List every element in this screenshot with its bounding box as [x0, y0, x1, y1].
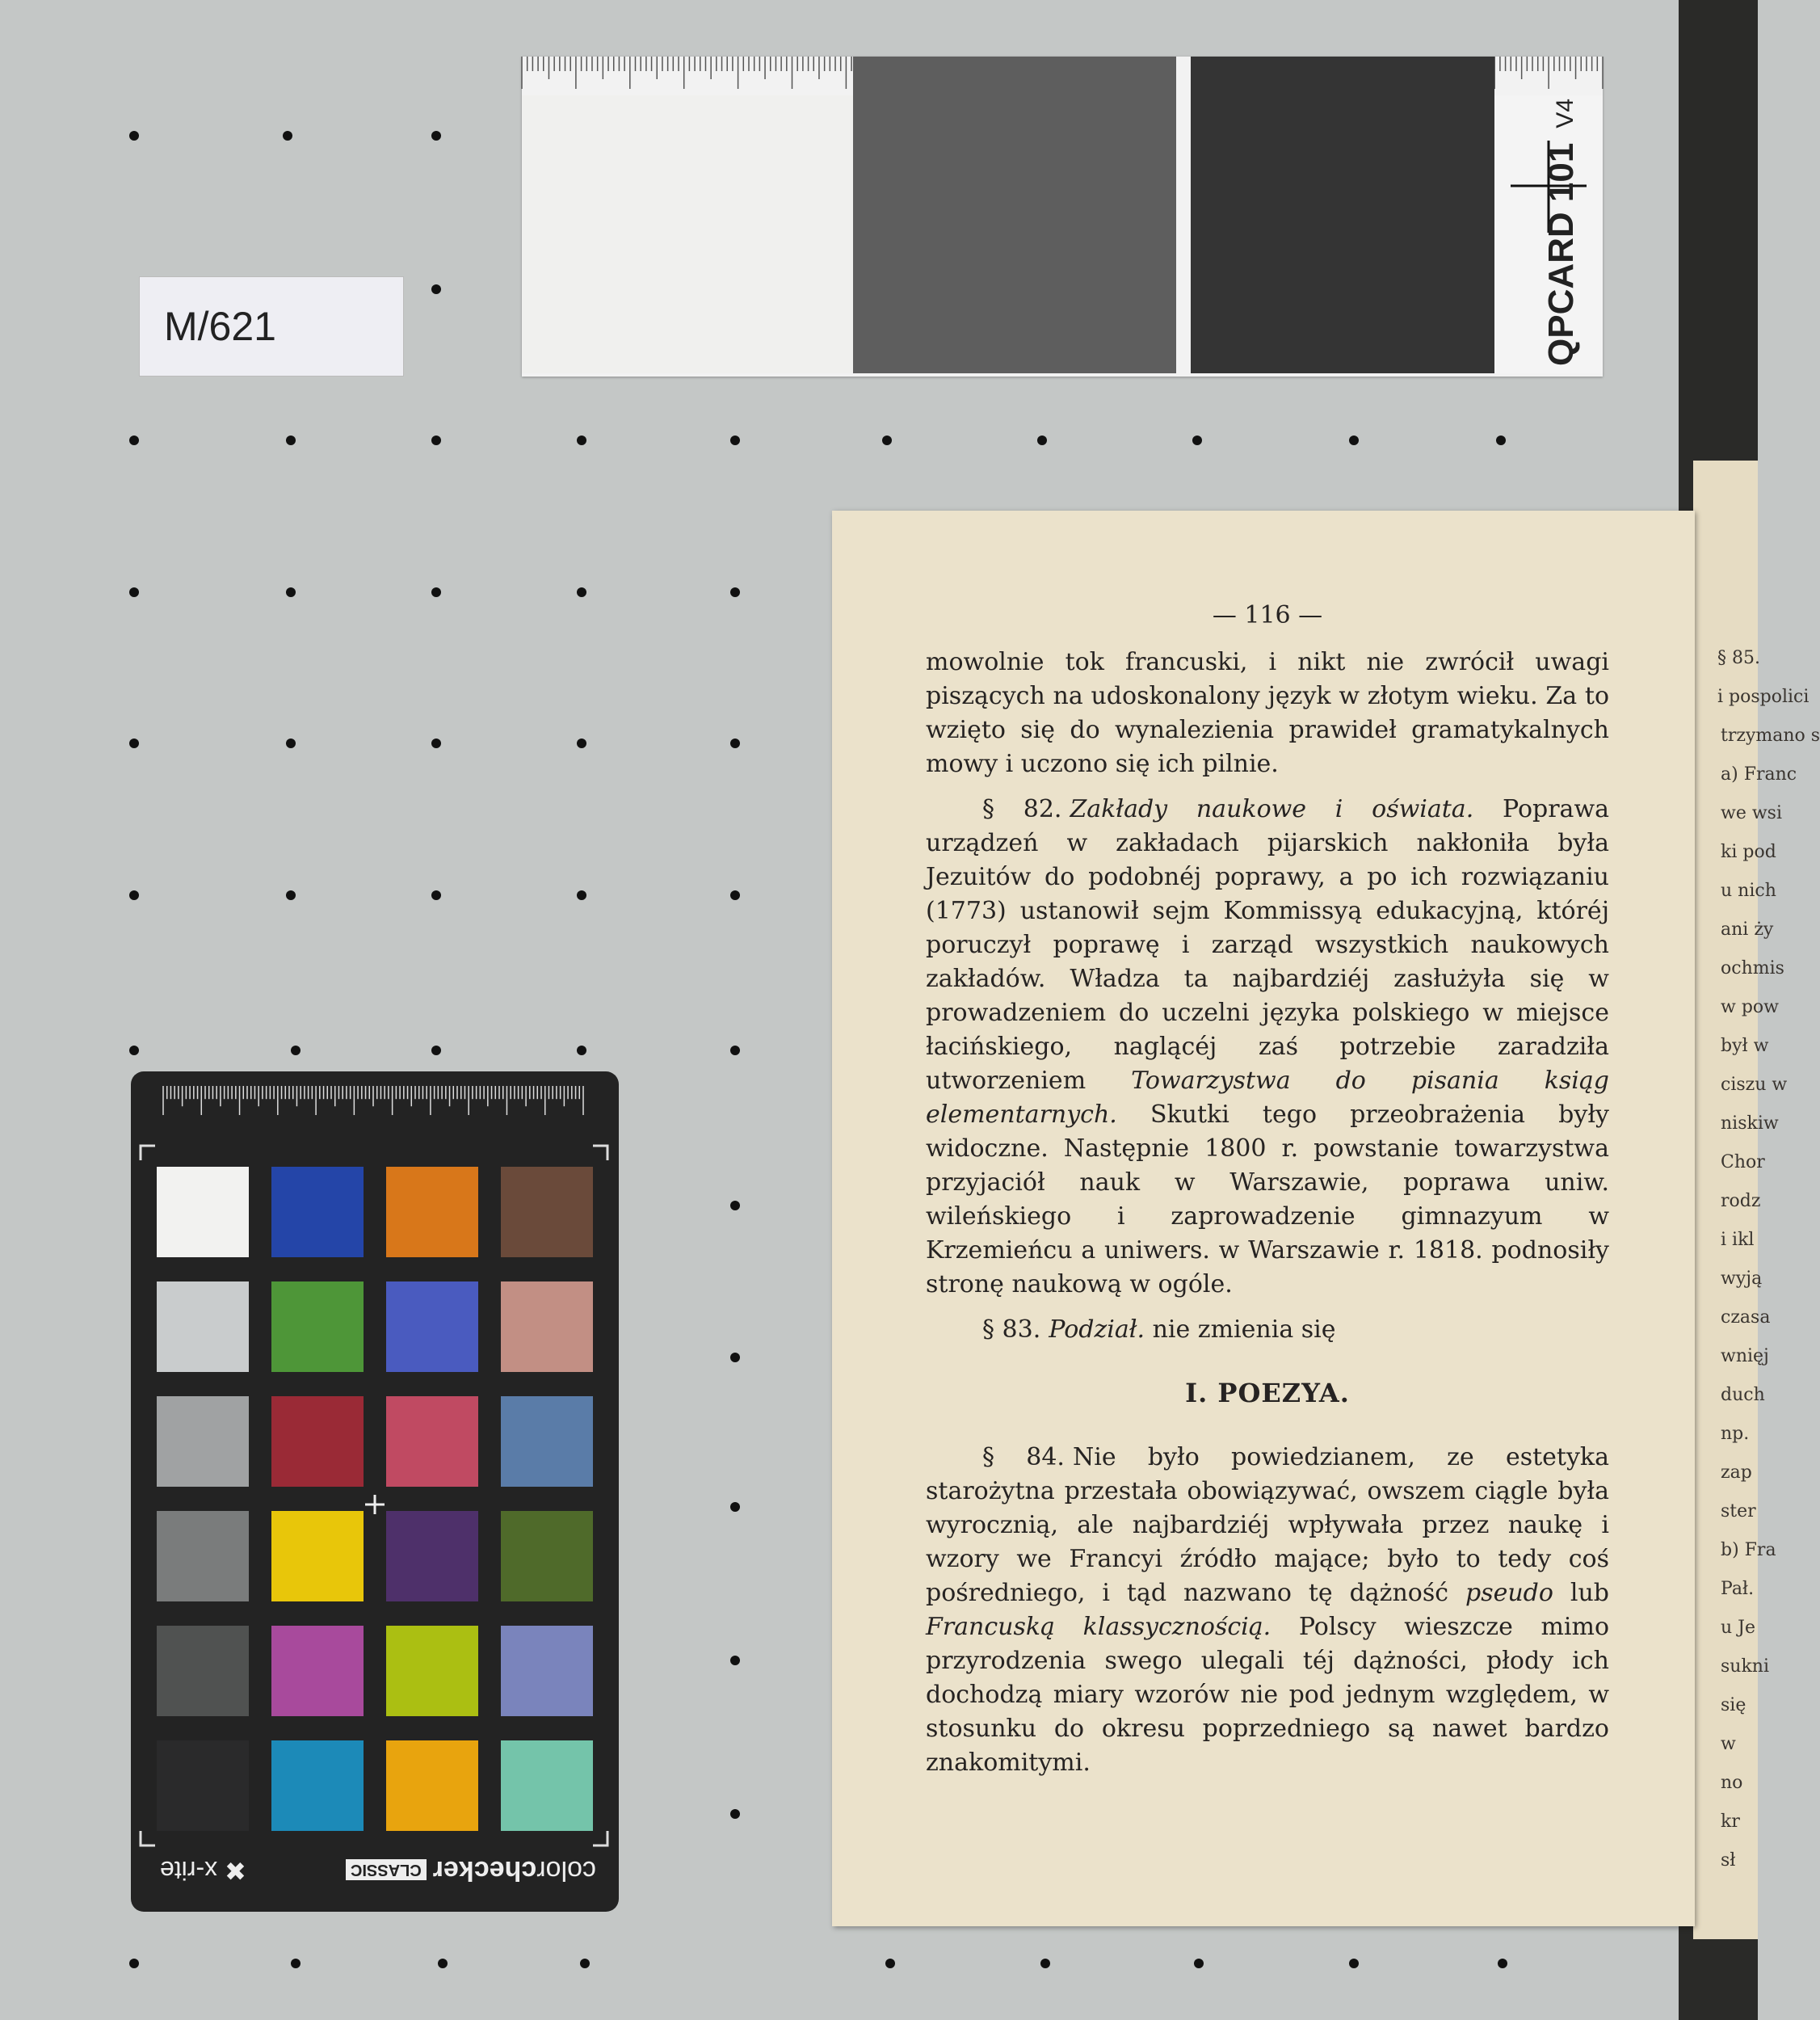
facing-page-edge — [1693, 461, 1820, 1939]
s82-text-a: Poprawa urządzeń w zakładach pijarskich nakłoniła była Jezuitów do podobnéj poprawy, a po ich rozwiązaniu (1773) ustanowił sejm Kommissyą edukacyjną, któréj poruczył poprawę i zarząd wszystkich naukowych zakładów. Władza ta najbardziéj zasłużyła się w prowadzeniem do uczelni języka polskiego w miejsce łacińskiego, naglącéj zaś potrzebie zaradziła utworzeniem — [926, 795, 1610, 1095]
shelfmark-text: M/621 — [164, 304, 276, 349]
facing-page-fragment: w pow — [1721, 997, 1779, 1017]
facing-page-fragment: np. — [1721, 1424, 1750, 1444]
s82-italic: Towarzystwa do pisania ksiąg elementarnych. — [926, 1067, 1609, 1129]
s84-italic-2: Francuską klassycznością. — [926, 1613, 1271, 1641]
qpcard-black-patch — [1191, 57, 1494, 373]
color-patch — [501, 1511, 593, 1601]
perforation-hole — [1040, 1959, 1050, 1968]
p1-text: mowolnie tok francuski, i nikt nie zwrócił uwagi piszących na udoskonalony język w złotym wieku. Za to wzięto się do wynalezienia prawideł gramatykalnych mowy i uczono się ich pilnie. — [926, 648, 1609, 778]
color-patch — [271, 1167, 364, 1257]
section-84 — [926, 1441, 1609, 1780]
color-patch — [157, 1511, 249, 1601]
perforation-hole — [431, 436, 441, 445]
color-patch — [157, 1281, 249, 1372]
perforation-hole — [730, 1201, 740, 1210]
facing-page-fragment: sł — [1721, 1850, 1736, 1871]
color-patch — [501, 1740, 593, 1831]
perforation-hole — [730, 587, 740, 597]
brand-bold: checker — [432, 1855, 537, 1887]
s82-title: Zakłady naukowe i oświata. — [1070, 795, 1474, 823]
facing-page-fragment: ciszu w — [1721, 1075, 1788, 1095]
page-text — [926, 601, 1609, 1791]
perforation-hole — [291, 1959, 301, 1968]
brand-plain: color — [536, 1855, 596, 1887]
facing-page-fragment: wyją — [1721, 1269, 1763, 1289]
perforation-hole — [431, 1046, 441, 1055]
paragraph-continuation — [926, 646, 1609, 781]
perforation-hole — [577, 890, 586, 900]
color-patch — [271, 1396, 364, 1487]
checker-brand-bar — [160, 1850, 596, 1891]
qpcard-brand-text: QPCARD 101 — [1541, 142, 1581, 366]
s84-text-a: Nie było powiedzianem, ze estetyka starożytna przestała obowiązywać, owszem ciągle była wyrocznią, ale najbardziéj wpływała przez naukę i wzory we Francyi źródło mające; było to tedy coś pośredniego, i tąd nazwano tę dążność — [926, 1443, 1609, 1607]
perforation-hole — [1349, 1959, 1359, 1968]
perforation-hole — [283, 131, 292, 141]
facing-page-fragment: u Je — [1721, 1618, 1756, 1638]
color-patch — [386, 1740, 478, 1831]
facing-page-fragment: § 85. — [1717, 648, 1760, 668]
qpcard-gray-patch — [853, 57, 1176, 373]
perforation-hole — [129, 890, 139, 900]
qpcard-white-patch — [522, 95, 853, 373]
s83-text: nie zmienia się — [1152, 1315, 1336, 1344]
facing-page-fragment: we wsi — [1721, 803, 1783, 823]
perforation-hole — [1192, 436, 1202, 445]
perforation-hole — [431, 131, 441, 141]
facing-page-fragment: b) Fra — [1721, 1540, 1776, 1560]
facing-page-fragment: w — [1721, 1734, 1736, 1754]
s84-text-b: Polscy wieszcze mimo przyrodzenia swego ulegali téj dążności, płody ich dochodzą miary wzorów nie pod jednym względem, w stosunku do okresu poprzedniego są nawet bardzo znakomitymi. — [926, 1613, 1609, 1777]
facing-page-fragment: Pał. — [1721, 1579, 1755, 1599]
colorchecker-card — [131, 1071, 619, 1912]
facing-page-fragment: no — [1721, 1773, 1743, 1793]
book-page — [832, 511, 1695, 1926]
facing-page-fragment: duch — [1721, 1385, 1765, 1405]
perforation-hole — [438, 1959, 448, 1968]
facing-page-fragment: rodz — [1721, 1191, 1761, 1211]
s82-text-b: Skutki tego przeobrażenia były widoczne. Następnie 1800 r. powstanie towarzystwa przyjaciół nauk w Warszawie, poprawa uniw. wileńskiego i zaprowadzenie gimnazyum w Krzemieńcu a uniwers. w Warszawie r. 1818. podnosiły stronę naukową w ogóle. — [926, 1100, 1609, 1298]
facing-page-fragment: a) Franc — [1721, 764, 1797, 785]
perforation-hole — [286, 890, 296, 900]
facing-page-fragment: zap — [1721, 1462, 1752, 1483]
color-patch — [386, 1626, 478, 1716]
perforation-hole — [577, 739, 586, 748]
perforation-hole — [286, 739, 296, 748]
perforation-hole — [431, 739, 441, 748]
color-patch — [157, 1626, 249, 1716]
color-patch — [501, 1396, 593, 1487]
section-83 — [926, 1313, 1609, 1347]
color-patch — [271, 1740, 364, 1831]
color-patch — [501, 1167, 593, 1257]
color-patch — [501, 1281, 593, 1372]
perforation-hole — [129, 1959, 139, 1968]
facing-page-fragment: i ikl — [1721, 1230, 1755, 1250]
color-patch — [157, 1740, 249, 1831]
color-patch — [157, 1396, 249, 1487]
perforation-hole — [1496, 436, 1506, 445]
brand-edition: CLASSIC — [346, 1859, 427, 1880]
perforation-hole — [1194, 1959, 1204, 1968]
perforation-hole — [431, 284, 441, 294]
page-number: — 116 — — [1212, 601, 1323, 629]
color-patch — [271, 1626, 364, 1716]
color-patch — [157, 1167, 249, 1257]
perforation-hole — [129, 739, 139, 748]
qpcard-divider — [1176, 57, 1191, 373]
perforation-hole — [129, 587, 139, 597]
color-patch — [386, 1511, 478, 1601]
perforation-hole — [129, 131, 139, 141]
perforation-hole — [580, 1959, 590, 1968]
s83-number: § 83. — [982, 1315, 1041, 1344]
perforation-hole — [431, 890, 441, 900]
facing-page-fragment: kr — [1721, 1812, 1740, 1832]
perforation-hole — [577, 436, 586, 445]
perforation-hole — [1037, 436, 1047, 445]
color-patch — [271, 1281, 364, 1372]
color-patch — [386, 1396, 478, 1487]
perforation-hole — [885, 1959, 895, 1968]
s84-number: § 84. — [982, 1443, 1065, 1471]
perforation-hole — [577, 1046, 586, 1055]
perforation-hole — [730, 1046, 740, 1055]
perforation-hole — [291, 1046, 301, 1055]
facing-page-fragment: ki pod — [1721, 842, 1776, 862]
s84-italic-1: pseudo — [1465, 1579, 1553, 1607]
facing-page-fragment: sukni — [1721, 1656, 1769, 1677]
checker-brand — [346, 1855, 596, 1887]
color-patch — [386, 1167, 478, 1257]
color-patch — [271, 1511, 364, 1601]
perforation-hole — [129, 436, 139, 445]
facing-page-fragment: był w — [1721, 1036, 1769, 1056]
section-heading: I. POEZYA. — [1185, 1378, 1350, 1408]
s82-number: § 82. — [982, 795, 1062, 823]
s83-title: Podział. — [1049, 1315, 1145, 1344]
perforation-hole — [286, 436, 296, 445]
perforation-hole — [286, 587, 296, 597]
color-patch — [386, 1281, 478, 1372]
perforation-hole — [1349, 436, 1359, 445]
facing-page-fragment: u nich — [1721, 881, 1776, 901]
perforation-hole — [882, 436, 892, 445]
facing-page-fragment: niskiw — [1721, 1113, 1779, 1134]
perforation-hole — [129, 1046, 139, 1055]
perforation-hole — [730, 436, 740, 445]
perforation-hole — [577, 587, 586, 597]
facing-page-fragment: wnięj — [1721, 1346, 1769, 1366]
perforation-hole — [730, 1353, 740, 1362]
shelfmark-label — [139, 276, 404, 377]
facing-page-fragment: i pospolici — [1717, 687, 1809, 707]
color-patch — [501, 1626, 593, 1716]
perforation-hole — [431, 587, 441, 597]
facing-page-fragment: ster — [1721, 1501, 1756, 1521]
perforation-hole — [730, 1809, 740, 1819]
facing-page-fragment: Chor — [1721, 1152, 1765, 1172]
color-patch-grid — [157, 1167, 598, 1829]
qpcard-version: V4 — [1552, 98, 1578, 128]
facing-page-fragment: ochmis — [1721, 958, 1784, 978]
perforation-hole — [1498, 1959, 1507, 1968]
perforation-hole — [730, 1656, 740, 1665]
qpcard-target — [522, 57, 1603, 377]
perforation-hole — [730, 739, 740, 748]
section-82 — [926, 793, 1609, 1302]
qpcard-brand — [1541, 99, 1582, 366]
facing-page-fragment: ani ży — [1721, 920, 1774, 940]
facing-page-fragment: czasa — [1721, 1307, 1771, 1328]
maker-name: x-rite — [160, 1856, 218, 1885]
facing-page-fragment: trzymano s — [1721, 726, 1820, 746]
perforation-hole — [730, 890, 740, 900]
perforation-hole — [730, 1502, 740, 1512]
xrite-logo: ✖ x-rite — [160, 1856, 246, 1885]
facing-page-fragment: się — [1721, 1695, 1746, 1715]
s84-mid: lub — [1570, 1579, 1609, 1607]
